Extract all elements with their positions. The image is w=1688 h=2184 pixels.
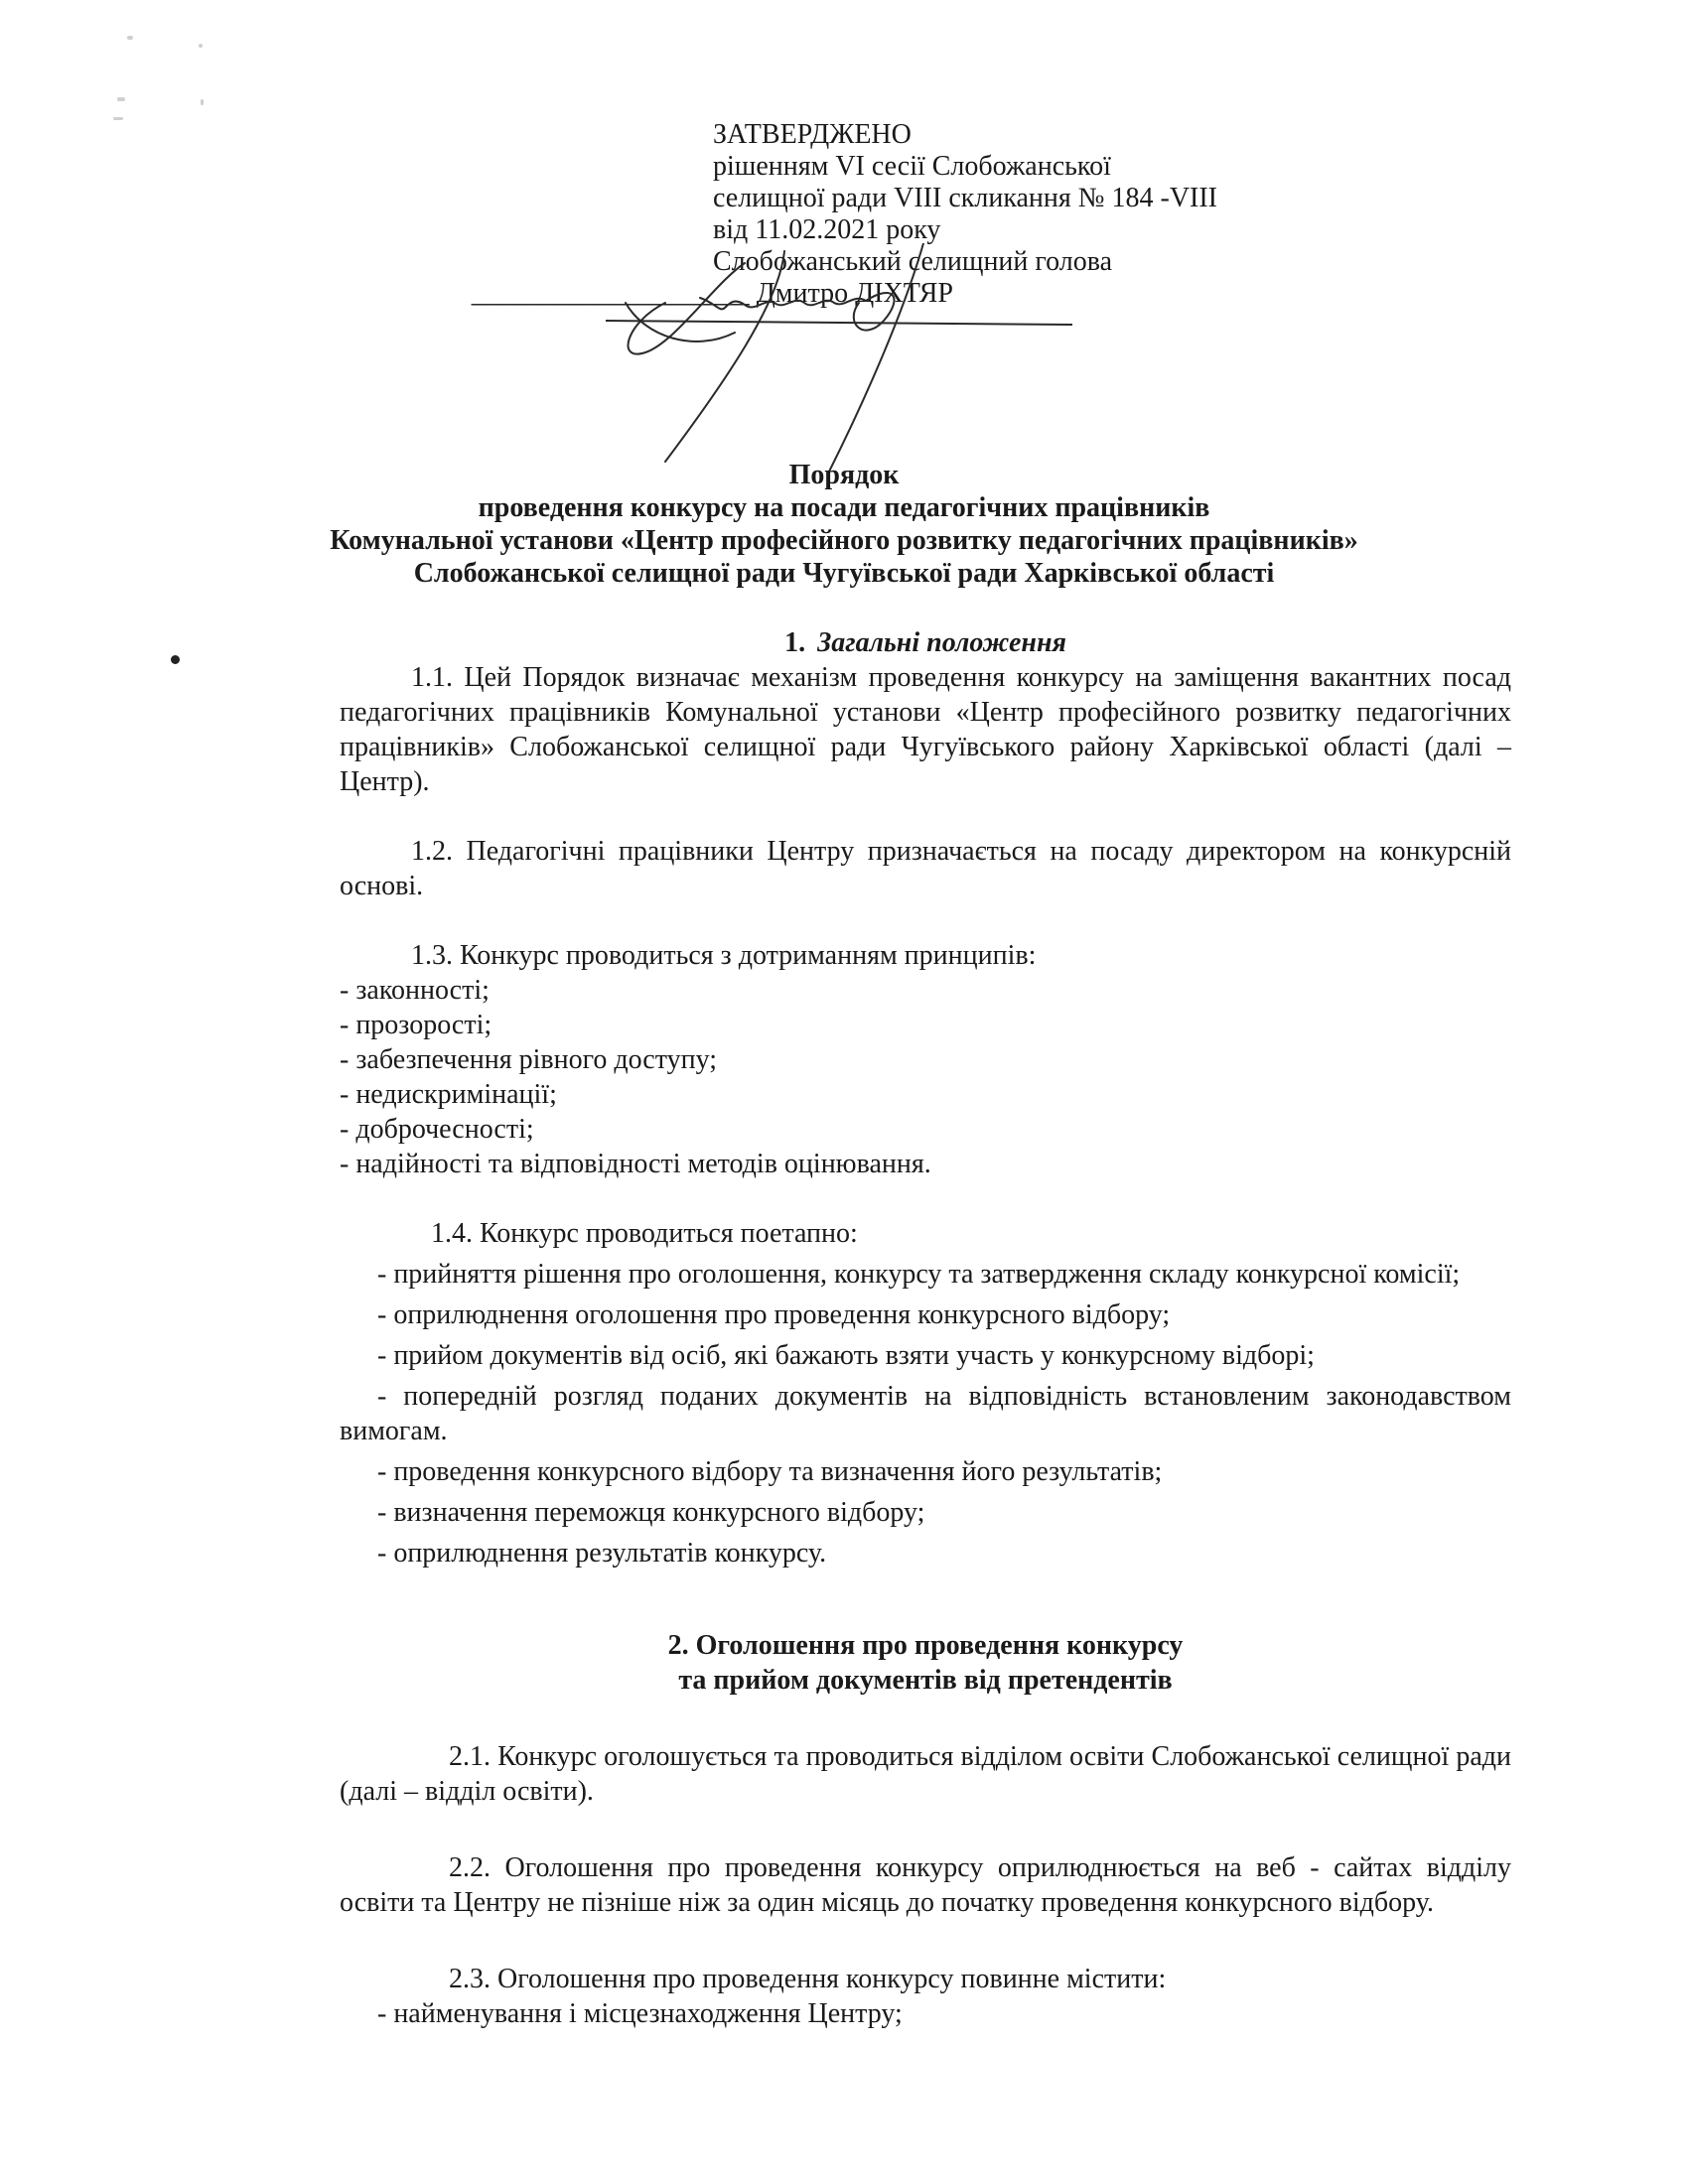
- scan-speck: [201, 99, 204, 105]
- signature-line: ____________________ Дмитро ДІХТЯР: [471, 278, 953, 309]
- scan-speck: [113, 117, 123, 120]
- principle-item: - прозорості;: [340, 1010, 492, 1040]
- principle-item: - законності;: [340, 975, 490, 1006]
- paragraph-1-1: 1.1. Цей Порядок визначає механізм проведення конкурсу на заміщення вакантних посад педагогічних працівників Комунальної установи «Центр професійного розвитку педагогічних працівників» Слобожанської селищної ради Чугуївського району Харківської області (далі – Центр).: [340, 662, 1511, 797]
- scan-speck: [117, 97, 125, 101]
- approval-line: від 11.02.2021 року: [713, 214, 941, 245]
- approval-line: рішенням VI сесії Слобожанської: [713, 151, 1111, 182]
- section2-heading-line: 2. Оголошення про проведення конкурсу: [667, 1630, 1184, 1661]
- paragraph-1-3: 1.3. Конкурс проводиться з дотриманням принципів:: [411, 940, 1037, 971]
- principle-item: - недискримінації;: [340, 1079, 557, 1110]
- stage-item: - оприлюднення оголошення про проведення конкурсного відбору;: [377, 1299, 1171, 1330]
- stage-item: - попередній розгляд поданих документів на відповідність встановленим законодавством вимогам.: [340, 1381, 1511, 1446]
- title-line: Порядок: [788, 460, 900, 490]
- document-body: [340, 625, 1511, 2031]
- stage-item: - визначення переможця конкурсного відбору;: [377, 1497, 925, 1528]
- approval-line: селищної ради VIII скликання № 184 -VIII: [713, 183, 1218, 213]
- paragraph-2-1: 2.1. Конкурс оголошується та проводиться відділом освіти Слобожанської селищної ради (далі – відділ освіти).: [340, 1741, 1511, 1807]
- scan-speck: [199, 44, 203, 48]
- stage-item: - оприлюднення результатів конкурсу.: [377, 1538, 827, 1569]
- document-title: [0, 459, 1688, 590]
- title-line: Комунальної установи «Центр професійного розвитку педагогічних працівників»: [330, 525, 1358, 556]
- paragraph-1-4: 1.4. Конкурс проводиться поетапно:: [431, 1218, 858, 1249]
- title-line: Слобожанської селищної ради Чугуївської ради Харківської області: [413, 558, 1275, 589]
- stage-item: - прийом документів від осіб, які бажають взяти участь у конкурсному відборі;: [377, 1340, 1315, 1371]
- bullet-dot: [171, 655, 180, 664]
- approval-line: ЗАТВЕРДЖЕНО: [713, 119, 912, 150]
- section2-heading-line: та прийом документів від претендентів: [678, 1665, 1173, 1696]
- principle-item: - доброчесності;: [340, 1114, 534, 1145]
- title-line: проведення конкурсу на посади педагогічних працівників: [478, 492, 1210, 523]
- list-item: - найменування і місцезнаходження Центру;: [377, 1998, 903, 2029]
- section-number: 1.: [784, 627, 806, 658]
- principle-item: - надійності та відповідності методів оцінювання.: [340, 1149, 931, 1179]
- principle-item: - забезпечення рівного доступу;: [340, 1044, 717, 1075]
- approval-line: Слобожанський селищний голова: [713, 246, 1113, 277]
- approval-stamp-block: [471, 119, 1218, 310]
- stage-item: - проведення конкурсного відбору та визначення його результатів;: [377, 1456, 1163, 1487]
- paragraph-2-3: 2.3. Оголошення про проведення конкурсу повинне містити:: [449, 1964, 1167, 1994]
- section-heading-text: Загальні положення: [817, 627, 1066, 658]
- section2-heading: [340, 1628, 1511, 1698]
- section1-heading: [340, 625, 1511, 660]
- paragraph-1-2: 1.2. Педагогічні працівники Центру призначається на посаду директором на конкурсній основі.: [340, 836, 1511, 901]
- paragraph-2-2: 2.2. Оголошення про проведення конкурсу оприлюднюється на веб - сайтах відділу освіти та Центру не пізніше ніж за один місяць до початку проведення конкурсного відбору.: [340, 1852, 1511, 1918]
- scan-speck: [127, 36, 133, 40]
- stage-item: - прийняття рішення про оголошення, конкурсу та затвердження складу конкурсної комісії;: [377, 1259, 1461, 1290]
